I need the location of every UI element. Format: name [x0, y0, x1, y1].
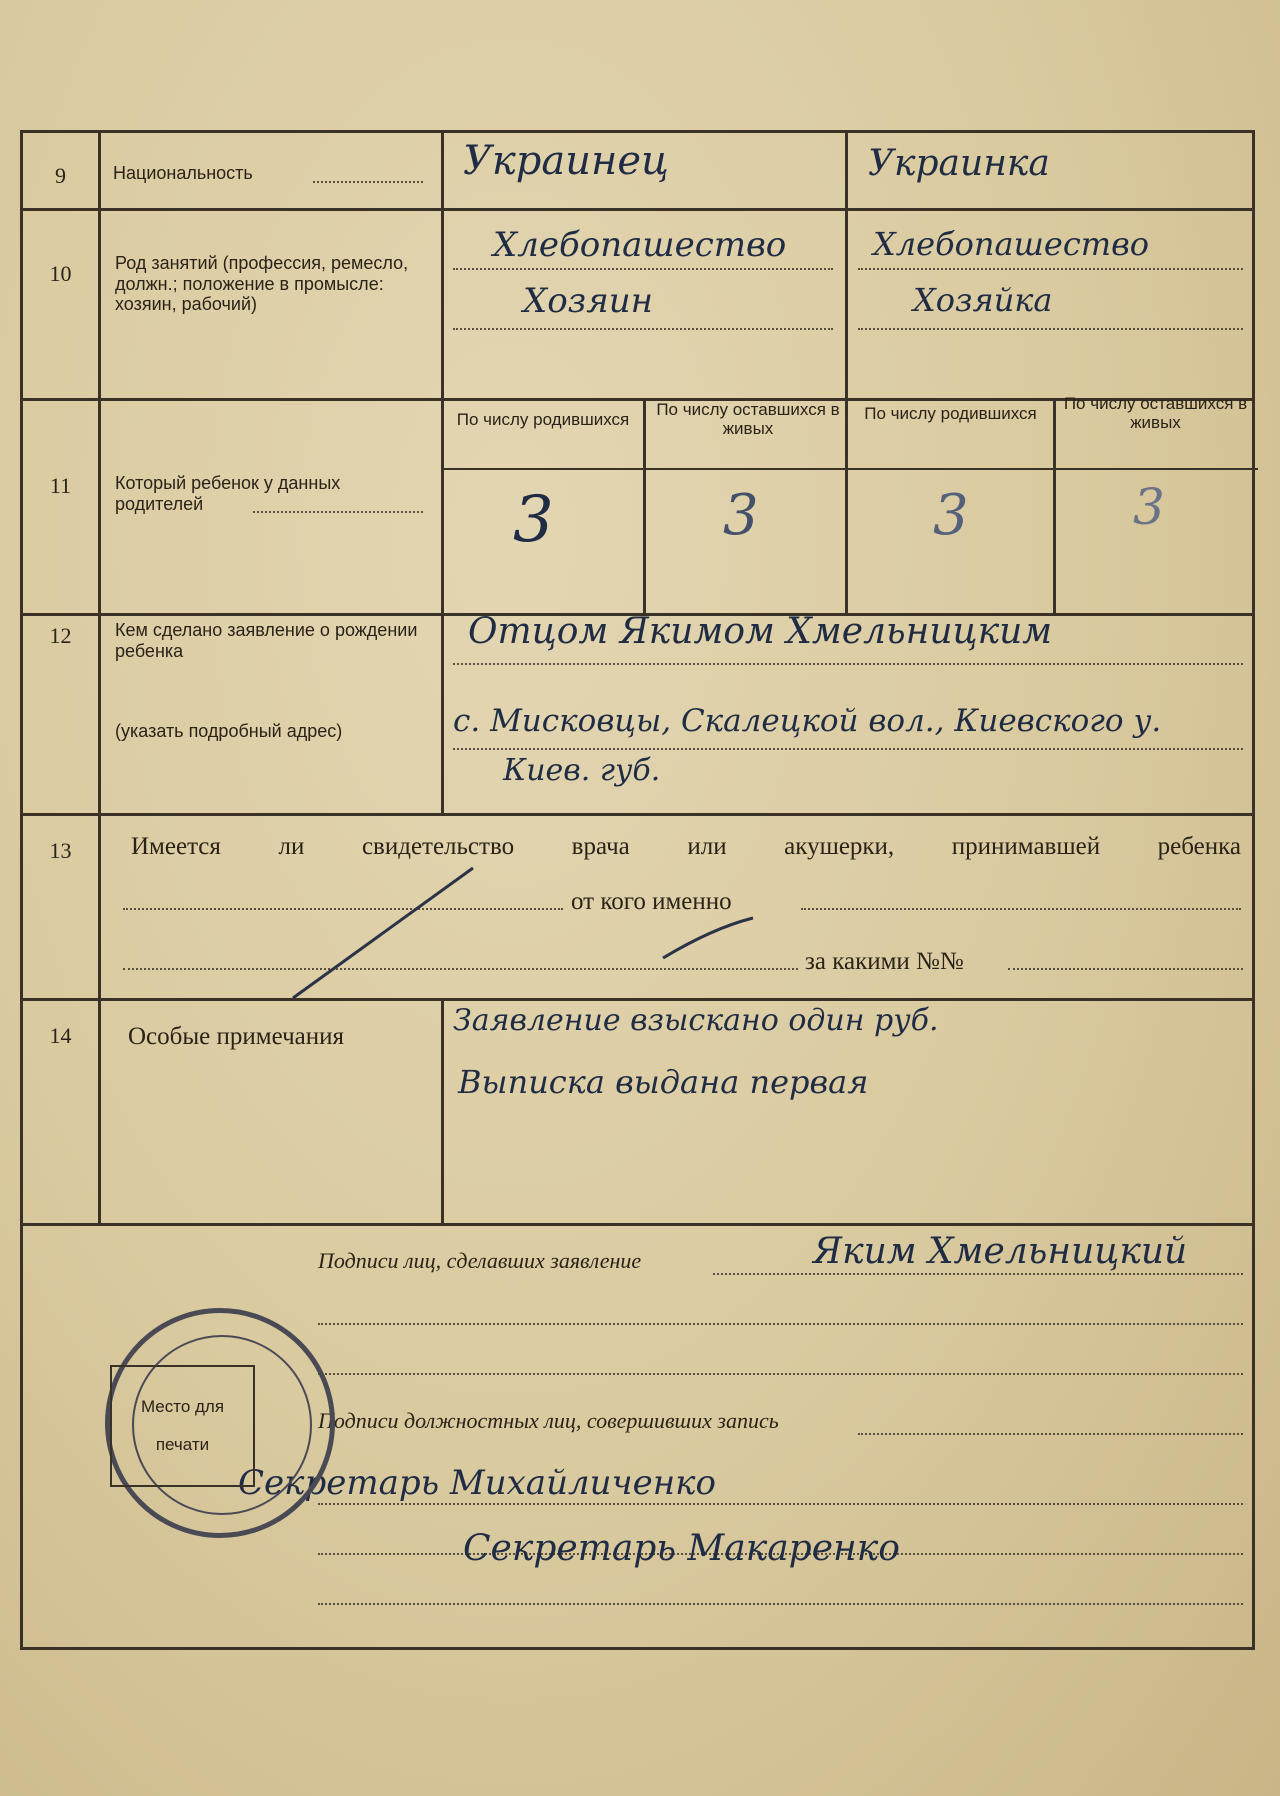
dot-leader [713, 1273, 1243, 1275]
official-signature-secretary: Секретарь Михайличенко [238, 1463, 716, 1503]
mother-born-count: 3 [933, 483, 969, 548]
divider-label [441, 998, 444, 1223]
dot-leader [453, 748, 1243, 750]
row-divider [23, 208, 1252, 211]
dot-leader [313, 181, 423, 183]
dot-leader [318, 1323, 1243, 1325]
dot-leader [453, 328, 833, 330]
dot-leader [453, 268, 833, 270]
mother-position: Хозяйка [913, 281, 1053, 319]
header-born: По числу родившихся [864, 404, 1037, 423]
row-number: 10 [49, 261, 72, 286]
row-number: 13 [49, 838, 72, 863]
dot-leader [318, 1603, 1243, 1605]
divider-sub [643, 398, 646, 613]
row-label: Национальность [113, 163, 253, 183]
official-signature-second: Секретарь Макаренко [463, 1528, 900, 1569]
applicant-name: Отцом Якимом Хмельницким [468, 611, 1053, 652]
row-number: 14 [49, 1023, 72, 1048]
from-whom-label: от кого именно [571, 888, 732, 915]
father-occupation: Хлебопашество [493, 225, 787, 265]
divider-label [441, 133, 444, 813]
seal-box-line1: Место для [140, 1397, 225, 1416]
officials-signature-label: Подписи должностных лиц, совершивших запись [318, 1408, 779, 1433]
applicant-address-gov: Киев. губ. [503, 753, 661, 788]
father-position: Хозяин [523, 281, 654, 321]
dot-leader [858, 328, 1243, 330]
row-number: 11 [49, 473, 72, 498]
header-divider [441, 468, 1258, 470]
dot-leader [318, 1373, 1243, 1375]
notes-line2: Выписка выдана первая [458, 1063, 869, 1101]
dot-leader [801, 908, 1241, 910]
seal-box-line2: печати [155, 1435, 210, 1454]
dot-leader [318, 1503, 1243, 1505]
applicant-address: с. Мисковцы, Скалецкой вол., Киевского у. [453, 703, 1162, 739]
row-number: 9 [55, 163, 66, 188]
header-born: По числу родившихся [456, 410, 630, 429]
mother-occupation: Хлебопашество [873, 225, 1149, 263]
row-label: Род занятий (профессия, ремесло, должн.; положение в промысле: хозяин, рабочий) [115, 253, 409, 315]
row-address-label: (указать подробный адрес) [115, 721, 343, 741]
dot-leader [1008, 968, 1243, 970]
mother-alive-count: 3 [1133, 478, 1165, 536]
row-label: Который ребенок у данных родителей [115, 473, 341, 514]
divider-num [98, 133, 101, 1223]
mother-nationality: Украинка [868, 143, 1050, 184]
row-number: 12 [49, 623, 72, 648]
row-divider [23, 998, 1252, 1001]
seal-placeholder-box [110, 1365, 255, 1487]
dot-leader [453, 663, 1243, 665]
header-alive: По числу оставшихся в живых [1063, 394, 1248, 432]
notes-line1: Заявление взыскано один руб. [453, 1003, 939, 1038]
row-label: Особые примечания [128, 1023, 344, 1050]
row-divider [23, 1223, 1252, 1226]
applicant-signature: Яким Хмельницкий [813, 1231, 1188, 1272]
divider-sub [1053, 398, 1056, 613]
medical-certificate-question: Имеется ли свидетельство врача или акушерки, принимавшей ребенка [131, 833, 1241, 860]
father-born-count: 3 [513, 483, 554, 557]
dot-leader [858, 268, 1243, 270]
header-alive: По числу оставшихся в живых [656, 400, 840, 438]
row-divider [23, 813, 1252, 816]
row-label: Кем сделано заявление о рождении ребенка [115, 620, 418, 661]
father-alive-count: 3 [723, 483, 759, 548]
strike-through-mark [283, 858, 783, 1008]
applicants-signature-label: Подписи лиц, сделавших заявление [318, 1248, 642, 1273]
dot-leader [253, 511, 423, 513]
by-numbers-label: за какими №№ [805, 948, 964, 975]
dot-leader [858, 1433, 1243, 1435]
divider-parents [845, 133, 848, 613]
father-nationality: Украинец [463, 138, 669, 184]
